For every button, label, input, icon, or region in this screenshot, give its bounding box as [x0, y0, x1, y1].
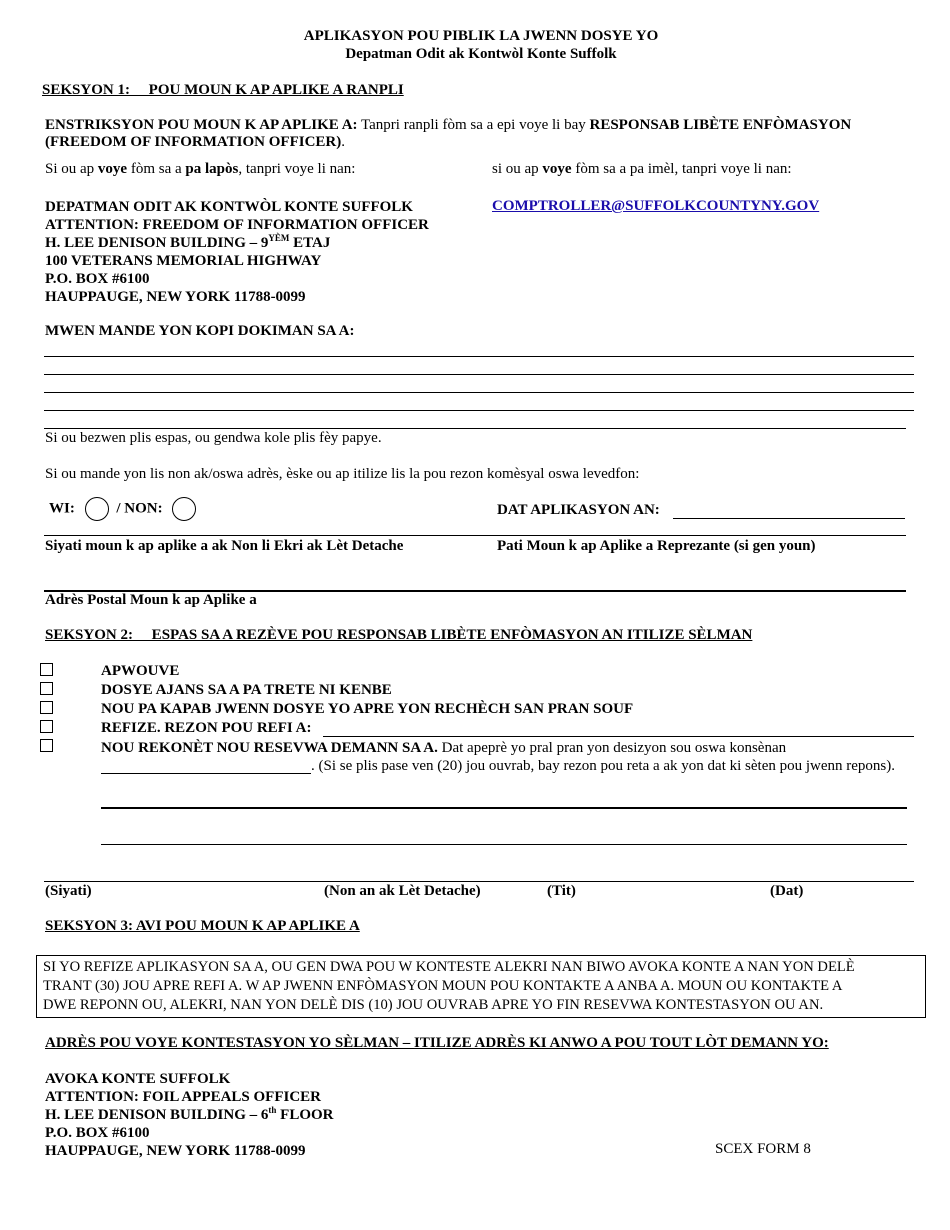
yes-radio[interactable]: [85, 497, 109, 521]
decision-date-field[interactable]: [101, 773, 311, 774]
appeal-address-line: HAUPPAUGE, NEW YORK 11788-0099: [45, 1143, 306, 1159]
instructions-officer-en: (FREEDOM OF INFORMATION OFFICER): [45, 134, 342, 150]
not-maintained-checkbox[interactable]: [40, 682, 53, 695]
yes-no-group: [49, 497, 196, 521]
acknowledged-text: Dat apeprè yo pral pran yon desizyon sou oswa konsènan: [437, 740, 787, 756]
appeal-address-line: ATTENTION: FOIL APPEALS OFFICER: [45, 1089, 322, 1105]
sig-col-title: (Tit): [547, 883, 576, 899]
email-link[interactable]: COMPTROLLER@SUFFOLKCOUNTYNY.GOV: [492, 198, 820, 214]
acknowledged-label: NOU REKONÈT NOU RESEVWA DEMANN SA A.: [101, 740, 438, 756]
request-label: MWEN MANDE YON KOPI DOKIMAN SA A:: [45, 323, 355, 339]
appeal-notice-box: [36, 955, 926, 1018]
mail-instructions: [45, 161, 355, 178]
request-line[interactable]: [44, 356, 914, 357]
officer-signature-line[interactable]: [44, 881, 914, 882]
postal-address-label: Adrès Postal Moun k ap Aplike a: [45, 592, 257, 608]
mail-mid: fòm sa a: [127, 161, 186, 177]
approved-checkbox[interactable]: [40, 663, 53, 676]
date-label: DAT APLIKASYON AN:: [497, 502, 660, 518]
request-line[interactable]: [44, 410, 914, 411]
appeal-building-text: H. LEE DENISON BUILDING – 6: [45, 1107, 269, 1123]
form-id: SCEX FORM 8: [715, 1141, 811, 1157]
address-line: DEPATMAN ODIT AK KONTWÒL KONTE SUFFOLK: [45, 199, 413, 215]
email-post: fòm sa a pa imèl, tanpri voye li nan:: [571, 161, 792, 177]
not-found-checkbox[interactable]: [40, 701, 53, 714]
building-floor: ETAJ: [289, 235, 331, 251]
commercial-question: Si ou mande yon lis non ak/oswa adrès, èske ou ap itilize lis la pou rezon komèsyal oswa levedfon:: [45, 466, 640, 482]
building-sup: YÈM: [268, 233, 290, 243]
no-label: / NON:: [116, 500, 163, 517]
email-voye: voye: [542, 161, 572, 177]
sig-col-signature: (Siyati): [45, 883, 92, 899]
email-instructions: [492, 161, 792, 178]
option-acknowledged: [101, 740, 786, 757]
notice-line: DWE REPONN OU, ALEKRI, NAN YON DELÈ DIS (10) JOU OUVRAB APRE YO FIN RESEVWA KONTESTASYON OU AN.: [43, 997, 824, 1013]
mail-method: pa lapòs: [185, 161, 239, 177]
more-space-note: Si ou bezwen plis espas, ou gendwa kole plis fèy papye.: [45, 430, 382, 446]
request-line[interactable]: [44, 392, 914, 393]
instructions-label: ENSTRIKSYON POU MOUN K AP APLIKE A:: [45, 117, 358, 133]
appeal-address-line: P.O. BOX #6100: [45, 1125, 150, 1141]
form-title: APLIKASYON POU PIBLIK LA JWENN DOSYE YO: [303, 28, 659, 44]
instructions-text: Tanpri ranpli fòm sa a epi voye li bay: [357, 117, 590, 133]
appeal-address-building: [45, 1106, 334, 1124]
denied-checkbox[interactable]: [40, 720, 53, 733]
instructions-officer: RESPONSAB LIBÈTE ENFÒMASYON: [589, 117, 852, 133]
mail-post: , tanpri voye li nan:: [238, 161, 356, 177]
sig-col-name: (Non an ak Lèt Detache): [324, 883, 481, 899]
appeal-address-heading: ADRÈS POU VOYE KONTESTASYON YO SÈLMAN – ITILIZE ADRÈS KI ANWO A POU TOUT LÒT DEMANN YO:: [45, 1035, 829, 1051]
option-denied: REFIZE. REZON POU REFI A:: [101, 720, 312, 736]
yes-label: WI:: [49, 500, 75, 517]
address-line: P.O. BOX #6100: [45, 271, 150, 287]
option-approved: APWOUVE: [101, 663, 180, 679]
acknowledged-checkbox[interactable]: [40, 739, 53, 752]
acknowledged-note: . (Si se plis pase ven (20) jou ouvrab, bay rezon pou reta a ak yon dat ki sèten pou jwenn repons).: [311, 758, 896, 774]
instructions: [45, 117, 851, 134]
no-radio[interactable]: [172, 497, 196, 521]
mail-pre: Si ou ap: [45, 161, 98, 177]
instructions-line2: [45, 134, 345, 151]
notice-line: TRANT (30) JOU APRE REFI A. W AP JWENN ENFÒMASYON MOUN POU KONTAKTE A ANBA A. MOUN OU KONTAKTE A: [43, 978, 843, 994]
appeal-building-floor: FLOOR: [276, 1107, 334, 1123]
building-text: H. LEE DENISON BUILDING – 9: [45, 235, 269, 251]
appeal-building-sup: th: [268, 1105, 277, 1115]
instructions-period: .: [341, 134, 345, 150]
denial-reason-field[interactable]: [323, 736, 914, 737]
option-not-maintained: DOSYE AJANS SA A PA TRETE NI KENBE: [101, 682, 392, 698]
signature-label: Siyati moun k ap aplike a ak Non li Ekri ak Lèt Detache: [45, 538, 404, 554]
explanation-line[interactable]: [101, 844, 907, 845]
option-not-found: NOU PA KAPAB JWENN DOSYE YO APRE YON RECHÈCH SAN PRAN SOUF: [101, 701, 634, 717]
address-line-building: [45, 234, 429, 252]
sig-col-date: (Dat): [770, 883, 804, 899]
request-line[interactable]: [44, 428, 906, 429]
explanation-line[interactable]: [101, 807, 907, 809]
party-label: Pati Moun k ap Aplike a Reprezante (si gen youn): [497, 538, 816, 554]
email-pre: si ou ap: [492, 161, 543, 177]
form-subtitle: Depatman Odit ak Kontwòl Konte Suffolk: [345, 46, 617, 62]
appeal-address: [45, 1070, 334, 1160]
request-line[interactable]: [44, 374, 914, 375]
address-line: ATTENTION: FREEDOM OF INFORMATION OFFICER: [45, 217, 429, 233]
signature-line[interactable]: [44, 535, 906, 536]
date-field[interactable]: [673, 518, 905, 519]
notice-line: SI YO REFIZE APLIKASYON SA A, OU GEN DWA POU W KONTESTE ALEKRI NAN BIWO AVOKA KONTE A NAN YON DELÈ: [43, 959, 855, 975]
address-line: 100 VETERANS MEMORIAL HIGHWAY: [45, 253, 322, 269]
address-line: HAUPPAUGE, NEW YORK 11788-0099: [45, 289, 306, 305]
mailing-address: [45, 198, 429, 306]
section2-heading: SEKSYON 2: ESPAS SA A REZÈVE POU RESPONSAB LIBÈTE ENFÒMASYON AN ITILIZE SÈLMAN: [45, 627, 753, 643]
appeal-address-line: AVOKA KONTE SUFFOLK: [45, 1071, 231, 1087]
section3-heading: SEKSYON 3: AVI POU MOUN K AP APLIKE A: [45, 918, 360, 934]
section1-heading: SEKSYON 1: POU MOUN K AP APLIKE A RANPLI: [42, 82, 404, 98]
mail-voye: voye: [97, 161, 128, 177]
